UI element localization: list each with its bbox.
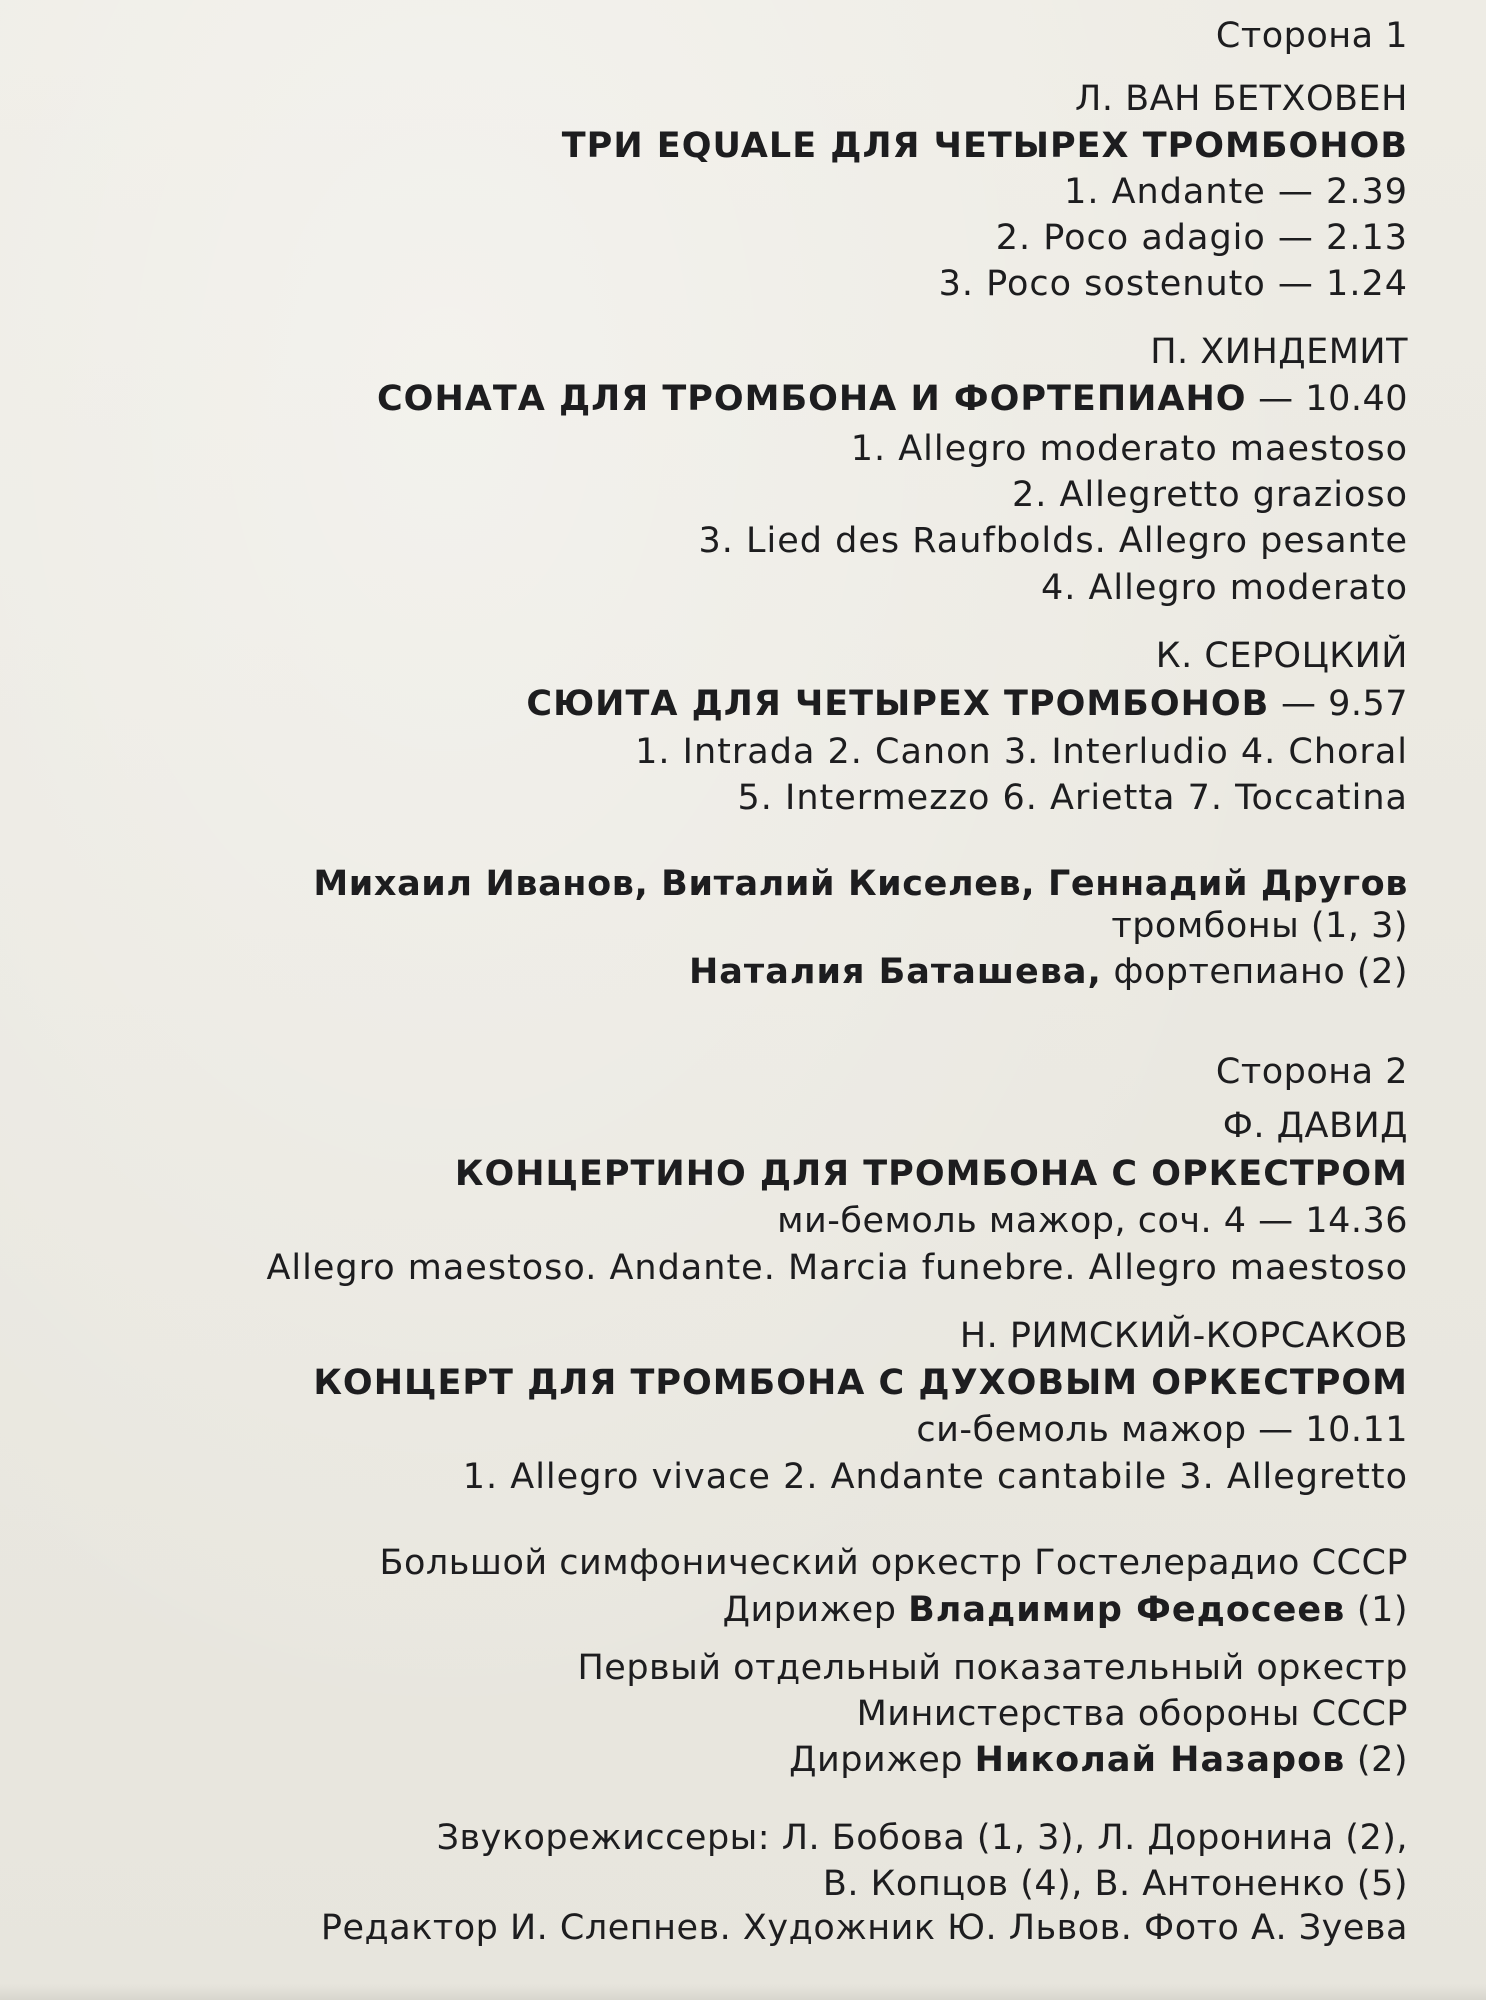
title-serocki-suite: СЮИТА ДЛЯ ЧЕТЫРЕХ ТРОМБОНОВ [526, 684, 1270, 724]
movement-serocki-1: 1. Intrada 2. Canon 3. Interludio 4. Choral [635, 732, 1408, 772]
movement-hindemith-2: 2. Allegretto grazioso [1011, 475, 1408, 515]
key-david: ми-бемоль мажор, соч. 4 — 14.36 [777, 1201, 1408, 1241]
orchestra-2-line-1: Первый отдельный показательный оркестр [577, 1648, 1408, 1688]
conductor-1-prefix: Дирижер [722, 1590, 909, 1630]
movement-hindemith-3: 3. Lied des Raufbolds. Allegro pesante [698, 521, 1408, 561]
duration-serocki: — 9.57 [1269, 684, 1408, 724]
duration-hindemith: — 10.40 [1246, 379, 1408, 419]
key-rimsky: си-бемоль мажор — 10.11 [916, 1410, 1408, 1450]
movement-beethoven-3: 3. Poco sostenuto — 1.24 [938, 264, 1408, 304]
movement-beethoven-2: 2. Poco adagio — 2.13 [995, 218, 1408, 258]
staff-credits: Редактор И. Слепнев. Художник Ю. Львов. Фото А. Зуева [320, 1908, 1408, 1948]
sound-engineers-line-1: Звукорежиссеры: Л. Бобова (1, 3), Л. Доронина (2), [436, 1818, 1408, 1858]
title-hindemith-sonata-line [377, 377, 1408, 421]
movement-david: Allegro maestoso. Andante. Marcia funebre. Allegro maestoso [266, 1248, 1408, 1288]
side1-label: Сторона 1 [1215, 16, 1408, 56]
sound-engineers-line-2: В. Копцов (4), В. Антоненко (5) [822, 1864, 1408, 1904]
orchestra-1: Большой симфонический оркестр Гостелерадио СССР [379, 1543, 1408, 1583]
movement-beethoven-1: 1. Andante — 2.39 [1064, 172, 1408, 212]
conductor-2-suffix: (2) [1345, 1740, 1408, 1780]
performers-instrument: тромбоны (1, 3) [1111, 906, 1408, 946]
pianist-line [689, 950, 1408, 994]
conductor-1-line [723, 1588, 1408, 1632]
conductor-1-name: Владимир Федосеев [908, 1590, 1346, 1630]
orchestra-2-line-2: Министерства обороны СССР [856, 1694, 1408, 1734]
performers-names: Михаил Иванов, Виталий Киселев, Геннадий Другов [313, 864, 1408, 904]
title-beethoven-equale: ТРИ EQUALE ДЛЯ ЧЕТЫРЕХ ТРОМБОНОВ [561, 126, 1408, 166]
side2-label: Сторона 2 [1215, 1052, 1408, 1092]
title-hindemith-sonata: СОНАТА ДЛЯ ТРОМБОНА И ФОРТЕПИАНО [377, 379, 1247, 419]
conductor-2-name: Николай Назаров [974, 1740, 1346, 1780]
title-david-concertino: КОНЦЕРТИНО ДЛЯ ТРОМБОНА С ОРКЕСТРОМ [454, 1154, 1408, 1194]
pianist-role: фортепиано (2) [1101, 952, 1408, 992]
movement-serocki-2: 5. Intermezzo 6. Arietta 7. Toccatina [737, 778, 1408, 818]
movement-hindemith-1: 1. Allegro moderato maestoso [850, 429, 1408, 469]
conductor-2-line [789, 1738, 1408, 1782]
movement-hindemith-4: 4. Allegro moderato [1040, 568, 1408, 608]
conductor-1-suffix: (1) [1345, 1590, 1408, 1630]
pianist-name: Наталия Баташева, [689, 952, 1102, 992]
composer-serocki: К. СЕРОЦКИЙ [1155, 636, 1408, 676]
page-bottom-edge [0, 1984, 1486, 2000]
composer-rimsky-korsakov: Н. РИМСКИЙ-КОРСАКОВ [959, 1316, 1408, 1356]
conductor-2-prefix: Дирижер [789, 1740, 975, 1780]
title-serocki-suite-line [526, 682, 1408, 726]
composer-hindemith: П. ХИНДЕМИТ [1150, 332, 1408, 372]
movement-rimsky: 1. Allegro vivace 2. Andante cantabile 3. Allegretto [462, 1457, 1408, 1497]
composer-beethoven: Л. ВАН БЕТХОВЕН [1075, 79, 1408, 119]
title-rimsky-concerto: КОНЦЕРТ ДЛЯ ТРОМБОНА С ДУХОВЫМ ОРКЕСТРОМ [313, 1363, 1408, 1403]
composer-david: Ф. ДАВИД [1222, 1106, 1408, 1146]
